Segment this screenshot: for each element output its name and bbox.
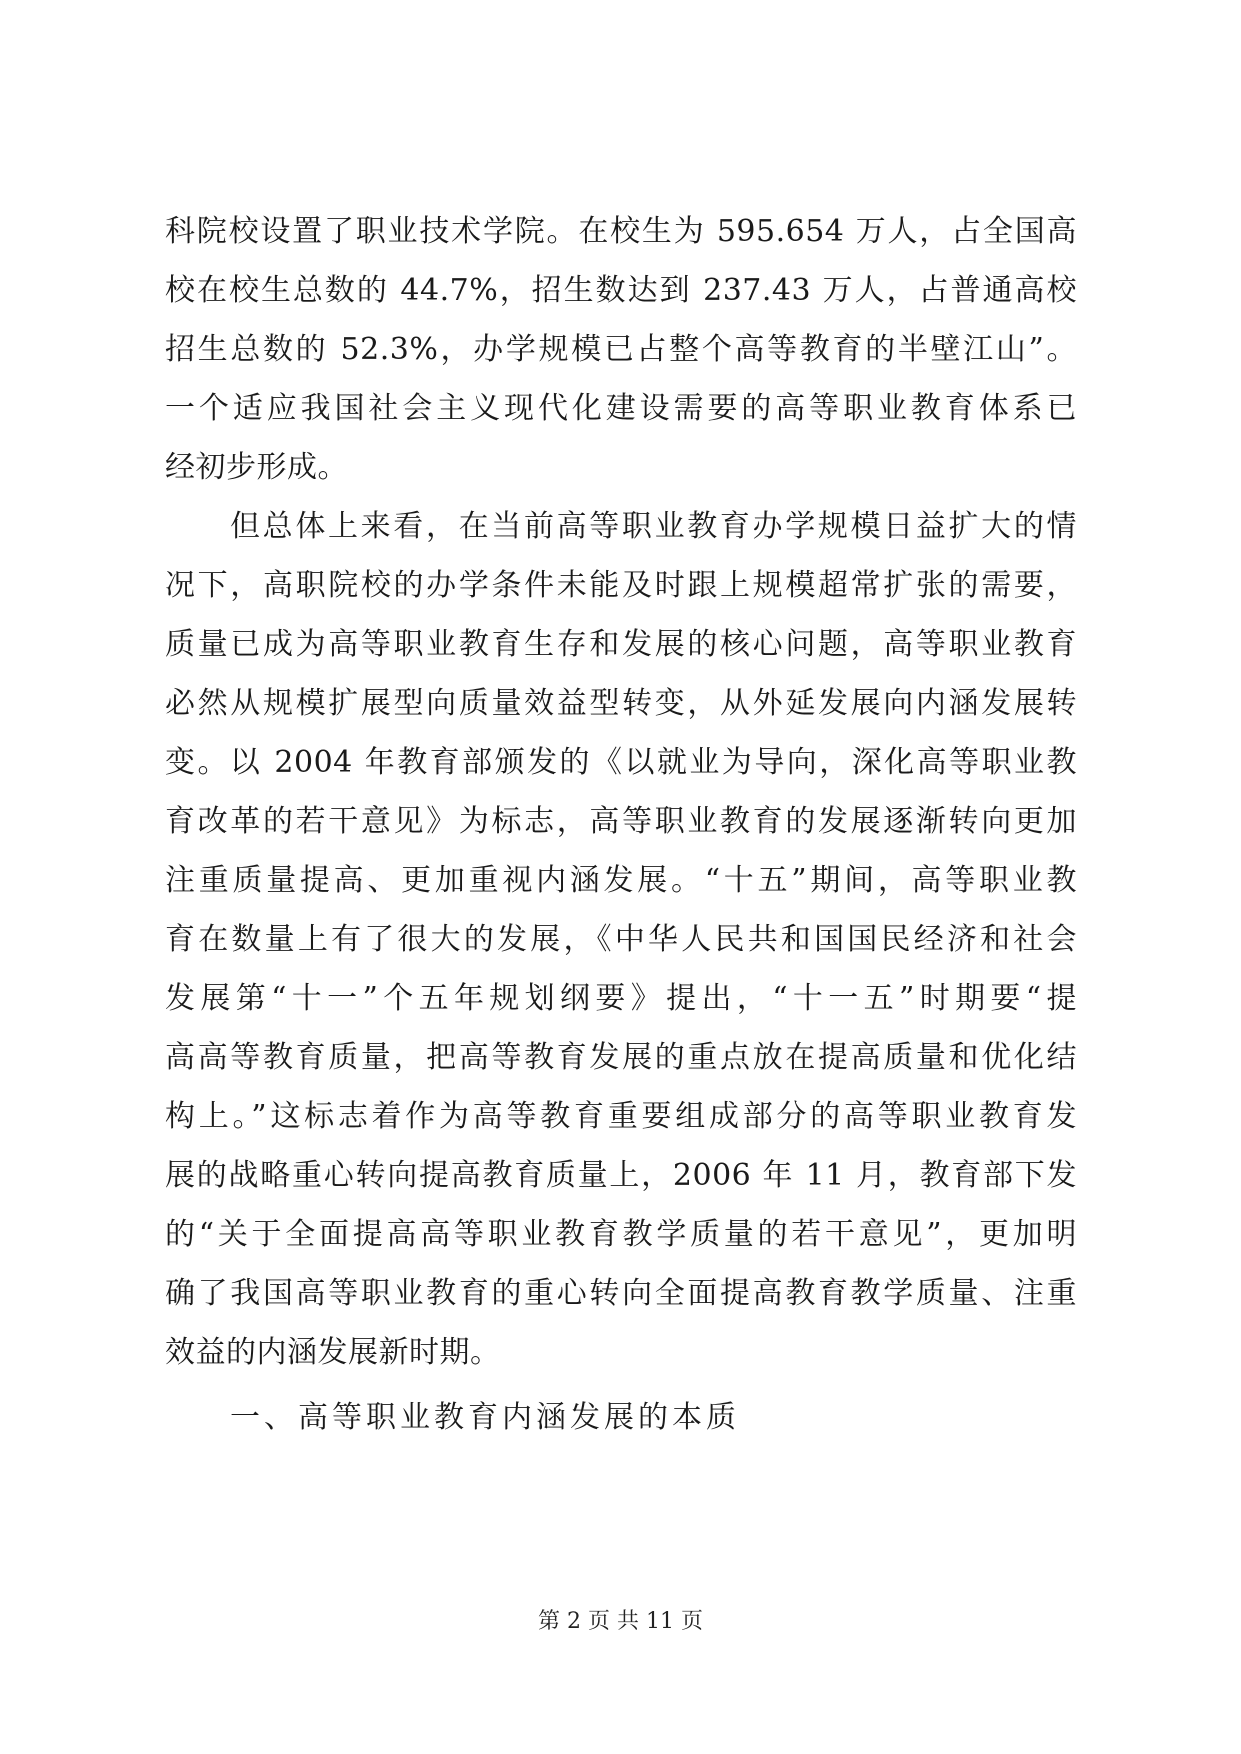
paragraph-line: 发展第“十一”个五年规划纲要》提出，“十一五”时期要“提 [165,981,1077,1016]
paragraph-line: 变。以 2004 年教育部颁发的《以就业为导向，深化高等职业教 [165,745,1077,780]
paragraph-line: 况下，高职院校的办学条件未能及时跟上规模超常扩张的需要， [165,568,1077,603]
paragraph-line: 构上。”这标志着作为高等教育重要组成部分的高等职业教育发 [165,1099,1077,1134]
paragraph-line: 校在校生总数的 44.7%，招生数达到 237.43 万人，占普通高校 [165,273,1077,308]
paragraph-line: 效益的内涵发展新时期。 [165,1335,501,1370]
paragraph-line: 育改革的若干意见》为标志，高等职业教育的发展逐渐转向更加 [165,804,1077,839]
paragraph-line: 必然从规模扩展型向质量效益型转变，从外延发展向内涵发展转 [165,686,1077,721]
paragraph-line: 招生总数的 52.3%，办学规模已占整个高等教育的半壁江山”。 [165,332,1077,367]
paragraph-line: 确了我国高等职业教育的重心转向全面提高教育教学质量、注重 [165,1276,1077,1311]
paragraph-line: 高高等教育质量，把高等教育发展的重点放在提高质量和优化结 [165,1040,1077,1075]
paragraph-line: 注重质量提高、更加重视内涵发展。“十五”期间，高等职业教 [165,863,1077,898]
paragraph-line: 展的战略重心转向提高教育质量上，2006 年 11 月，教育部下发 [165,1158,1077,1193]
section-heading: 一、高等职业教育内涵发展的本质 [230,1400,740,1435]
paragraph-line: 科院校设置了职业技术学院。在校生为 595.654 万人，占全国高 [165,214,1077,249]
paragraph-line: 育在数量上有了很大的发展，《中华人民共和国国民经济和社会 [165,922,1077,957]
paragraph-line: 但总体上来看，在当前高等职业教育办学规模日益扩大的情 [230,509,1077,544]
page-number-footer: 第 2 页 共 11 页 [538,1609,703,1634]
paragraph-line: 的“关于全面提高高等职业教育教学质量的若干意见”，更加明 [165,1217,1077,1252]
paragraph-line: 质量已成为高等职业教育生存和发展的核心问题，高等职业教育 [165,627,1077,662]
paragraph-line: 经初步形成。 [165,450,348,485]
paragraph-line: 一个适应我国社会主义现代化建设需要的高等职业教育体系已 [165,391,1077,426]
